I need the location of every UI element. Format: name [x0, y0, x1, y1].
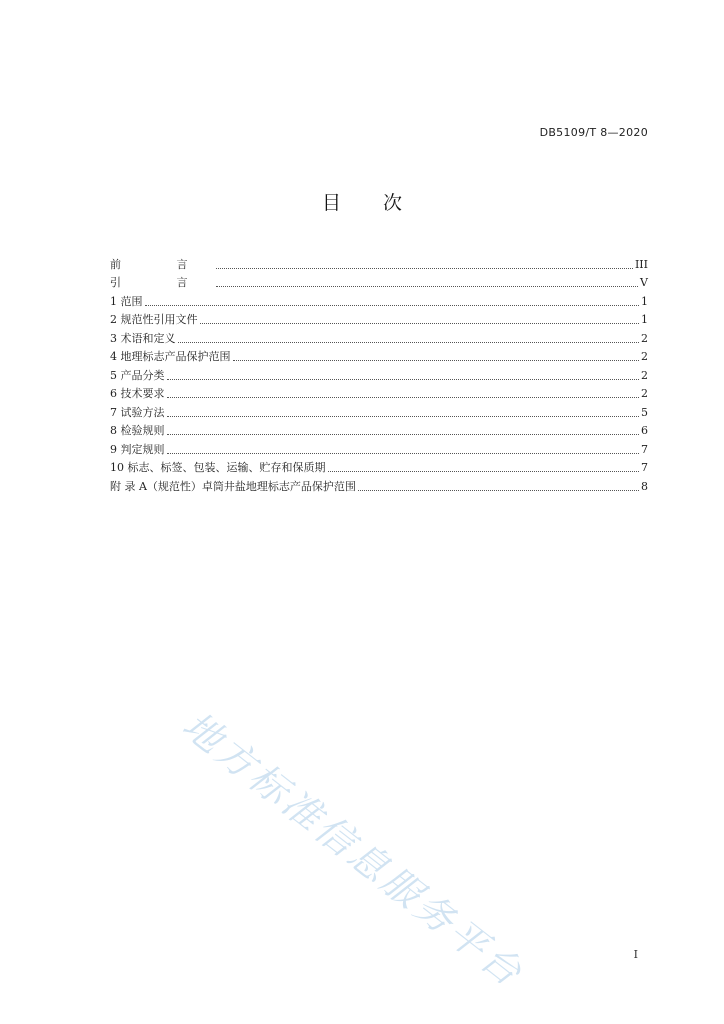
- toc-entry-page: 1: [641, 313, 648, 326]
- toc-entry-label: 7 试验方法: [110, 405, 165, 419]
- toc-leader-dots: [167, 396, 640, 398]
- toc-entry-page: 2: [641, 368, 648, 382]
- toc-leader-dots: [233, 359, 640, 361]
- toc-entry-label: 6 技术要求: [110, 387, 165, 400]
- toc-entry[interactable]: [110, 438, 648, 457]
- toc-leader-dots: [178, 341, 640, 343]
- toc-entry-page: 2: [641, 350, 648, 363]
- toc-entry-page: 2: [641, 331, 648, 345]
- toc-entry-label: 附 录 A（规范性）卓筒井盐地理标志产品保护范围: [110, 479, 356, 493]
- page-number: I: [633, 948, 638, 961]
- toc-entry-label: 10 标志、标签、包装、运输、贮存和保质期: [110, 461, 326, 474]
- toc-entry-label: 9 判定规则: [110, 442, 165, 456]
- toc-entry-page: 6: [641, 424, 648, 437]
- toc-leader-dots: [358, 489, 639, 491]
- toc-entry[interactable]: [110, 364, 648, 383]
- toc-entry-page: 1: [641, 294, 648, 308]
- toc-entry-label: 引 言: [110, 276, 214, 289]
- toc-entry-label: 1 范围: [110, 294, 143, 308]
- toc-entry[interactable]: [110, 457, 648, 476]
- toc-entry-page: V: [640, 276, 648, 289]
- document-code: DB5109/T 8—2020: [539, 126, 648, 139]
- table-of-contents: [110, 253, 648, 494]
- toc-entry[interactable]: [110, 272, 648, 291]
- toc-entry-label: 2 规范性引用文件: [110, 313, 198, 326]
- toc-leader-dots: [167, 452, 640, 454]
- toc-entry-page: 5: [641, 405, 648, 419]
- toc-leader-dots: [328, 470, 640, 472]
- toc-entry-label: 前 言: [110, 257, 214, 271]
- toc-entry-page: 8: [641, 479, 648, 493]
- toc-entry[interactable]: [110, 383, 648, 402]
- toc-entry[interactable]: [110, 309, 648, 328]
- toc-entry-page: 7: [641, 442, 648, 456]
- toc-entry-label: 3 术语和定义: [110, 331, 176, 345]
- toc-entry[interactable]: [110, 420, 648, 439]
- toc-leader-dots: [145, 304, 640, 306]
- toc-title: 目 次: [321, 192, 421, 214]
- toc-entry-label: 4 地理标志产品保护范围: [110, 350, 231, 363]
- toc-entry-page: 7: [641, 461, 648, 474]
- toc-entry[interactable]: [110, 327, 648, 346]
- watermark: 地方标准信息服务平台: [174, 702, 533, 997]
- toc-leader-dots: [200, 322, 640, 324]
- toc-entry[interactable]: [110, 290, 648, 309]
- toc-leader-dots: [216, 285, 639, 287]
- toc-entry[interactable]: [110, 346, 648, 365]
- toc-entry-label: 5 产品分类: [110, 368, 165, 382]
- toc-entry-page: 2: [641, 387, 648, 400]
- toc-leader-dots: [216, 267, 633, 269]
- toc-entry[interactable]: [110, 401, 648, 420]
- toc-entry[interactable]: [110, 253, 648, 272]
- toc-leader-dots: [167, 378, 640, 380]
- toc-entry-page: III: [634, 257, 648, 271]
- toc-leader-dots: [167, 433, 640, 435]
- toc-entry[interactable]: [110, 475, 648, 494]
- toc-entry-label: 8 检验规则: [110, 424, 165, 437]
- toc-leader-dots: [167, 415, 640, 417]
